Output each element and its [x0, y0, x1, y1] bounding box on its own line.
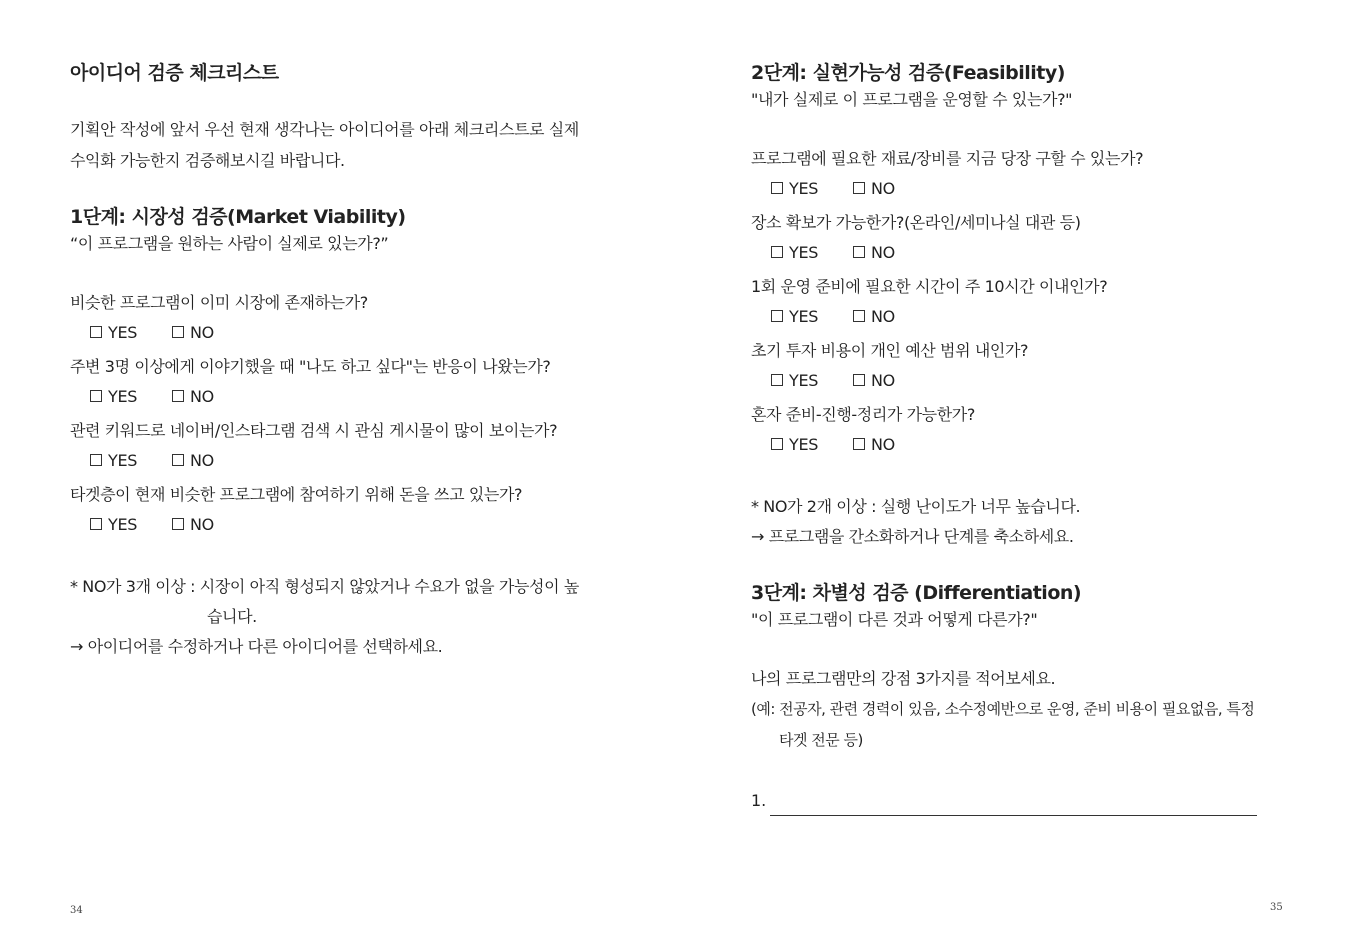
no-label: NO — [189, 451, 214, 470]
yes-label: YES — [108, 451, 138, 470]
stage1-q1-options — [90, 318, 630, 348]
strength-item-1 — [751, 786, 1296, 816]
stage1-note-line-2: 습니다. — [207, 607, 257, 626]
stage1-note-line-1: * NO가 3개 이상 : 시장이 아직 형성되지 않았거나 수요가 없을 가능성이 높 — [70, 577, 579, 596]
stage1-q2-options — [90, 382, 630, 412]
stage2-note: * NO가 2개 이상 : 실행 난이도가 너무 높습니다. — [751, 497, 1081, 516]
yes-label: YES — [108, 387, 138, 406]
left-page — [0, 0, 676, 948]
page-title: 아이디어 검증 체크리스트 — [70, 62, 279, 84]
checkbox-icon — [90, 454, 102, 466]
no-label: NO — [870, 243, 895, 262]
no-label: NO — [189, 515, 214, 534]
stage1-question-2: 주변 3명 이상에게 이야기했을 때 "나도 하고 싶다"는 반응이 나왔는가? — [70, 357, 551, 376]
checkbox-icon — [771, 246, 783, 258]
checkbox-icon — [853, 310, 865, 322]
stage1-advice: → 아이디어를 수정하거나 다른 아이디어를 선택하세요. — [70, 637, 443, 656]
checkbox-icon — [172, 390, 184, 402]
stage1-question-3: 관련 키워드로 네이버/인스타그램 검색 시 관심 게시물이 많이 보이는가? — [70, 421, 558, 440]
checkbox-icon — [172, 454, 184, 466]
stage2-q5-options — [771, 430, 1296, 460]
stage2-question-4: 초기 투자 비용이 개인 예산 범위 내인가? — [751, 341, 1029, 360]
stage2-q3-options — [771, 302, 1296, 332]
stage2-question-1: 프로그램에 필요한 재료/장비를 지금 당장 구할 수 있는가? — [751, 149, 1144, 168]
stage1-q3-options — [90, 446, 630, 476]
stage2-question-3: 1회 운영 준비에 필요한 시간이 주 10시간 이내인가? — [751, 277, 1108, 296]
yes-checkbox[interactable] — [90, 382, 137, 412]
checkbox-icon — [771, 374, 783, 386]
yes-label: YES — [789, 435, 819, 454]
page-number: 35 — [1270, 902, 1283, 913]
no-label: NO — [870, 307, 895, 326]
stage1-note — [70, 572, 630, 632]
stage3-example-line-1: (예: 전공자, 관련 경력이 있음, 소수정예반으로 운영, 준비 비용이 필요없음, 특정 — [751, 700, 1255, 718]
yes-label: YES — [108, 323, 138, 342]
strength-item-1-label: 1. — [751, 791, 767, 810]
no-checkbox[interactable] — [853, 174, 895, 204]
yes-checkbox[interactable] — [771, 430, 818, 460]
right-page — [676, 0, 1353, 948]
no-checkbox[interactable] — [853, 302, 895, 332]
stage2-title: 2단계: 실현가능성 검증(Feasibility) — [751, 62, 1065, 84]
no-label: NO — [870, 179, 895, 198]
yes-checkbox[interactable] — [90, 318, 137, 348]
stage2-q1-options — [771, 174, 1296, 204]
left-page-content — [70, 60, 630, 662]
no-checkbox[interactable] — [853, 366, 895, 396]
no-checkbox[interactable] — [172, 510, 214, 540]
yes-label: YES — [789, 371, 819, 390]
intro-line-1: 기획안 작성에 앞서 우선 현재 생각나는 아이디어를 아래 체크리스트로 실제 — [70, 120, 579, 139]
yes-checkbox[interactable] — [771, 174, 818, 204]
strength-item-1-line[interactable] — [770, 797, 1257, 816]
checkbox-icon — [853, 182, 865, 194]
stage2-question-5: 혼자 준비-진행-정리가 가능한가? — [751, 405, 975, 424]
checkbox-icon — [90, 326, 102, 338]
no-label: NO — [870, 371, 895, 390]
checkbox-icon — [172, 518, 184, 530]
no-checkbox[interactable] — [172, 446, 214, 476]
checkbox-icon — [853, 374, 865, 386]
stage3-title: 3단계: 차별성 검증 (Differentiation) — [751, 582, 1082, 604]
stage1-quote: “이 프로그램을 원하는 사람이 실제로 있는가?” — [70, 234, 389, 253]
intro-line-2: 수익화 가능한지 검증해보시길 바랍니다. — [70, 151, 345, 170]
no-checkbox[interactable] — [172, 382, 214, 412]
stage2-q4-options — [771, 366, 1296, 396]
stage2-question-2: 장소 확보가 가능한가?(온라인/세미나실 대관 등) — [751, 213, 1081, 232]
stage2-q2-options — [771, 238, 1296, 268]
yes-label: YES — [108, 515, 138, 534]
checkbox-icon — [771, 310, 783, 322]
yes-checkbox[interactable] — [771, 366, 818, 396]
stage3-example-line-2: 타겟 전문 등) — [779, 731, 863, 749]
no-label: NO — [189, 323, 214, 342]
checkbox-icon — [853, 438, 865, 450]
stage1-question-4: 타겟층이 현재 비슷한 프로그램에 참여하기 위해 돈을 쓰고 있는가? — [70, 485, 523, 504]
yes-label: YES — [789, 179, 819, 198]
stage1-question-1: 비슷한 프로그램이 이미 시장에 존재하는가? — [70, 293, 368, 312]
checkbox-icon — [90, 390, 102, 402]
page-number: 34 — [70, 905, 83, 916]
yes-checkbox[interactable] — [771, 238, 818, 268]
right-page-content — [751, 60, 1296, 816]
stage1-title: 1단계: 시장성 검증(Market Viability) — [70, 206, 406, 228]
checkbox-icon — [90, 518, 102, 530]
no-label: NO — [189, 387, 214, 406]
checkbox-icon — [853, 246, 865, 258]
no-checkbox[interactable] — [853, 430, 895, 460]
no-label: NO — [870, 435, 895, 454]
no-checkbox[interactable] — [853, 238, 895, 268]
stage3-instruction: 나의 프로그램만의 강점 3가지를 적어보세요. — [751, 669, 1056, 688]
checkbox-icon — [172, 326, 184, 338]
yes-checkbox[interactable] — [90, 446, 137, 476]
checkbox-icon — [771, 438, 783, 450]
yes-checkbox[interactable] — [771, 302, 818, 332]
stage2-quote: "내가 실제로 이 프로그램을 운영할 수 있는가?" — [751, 90, 1073, 109]
stage1-q4-options — [90, 510, 630, 540]
stage2-advice: → 프로그램을 간소화하거나 단계를 축소하세요. — [751, 527, 1074, 546]
stage3-example — [751, 694, 1296, 756]
no-checkbox[interactable] — [172, 318, 214, 348]
yes-label: YES — [789, 307, 819, 326]
yes-checkbox[interactable] — [90, 510, 137, 540]
yes-label: YES — [789, 243, 819, 262]
checkbox-icon — [771, 182, 783, 194]
stage3-quote: "이 프로그램이 다른 것과 어떻게 다른가?" — [751, 610, 1038, 629]
